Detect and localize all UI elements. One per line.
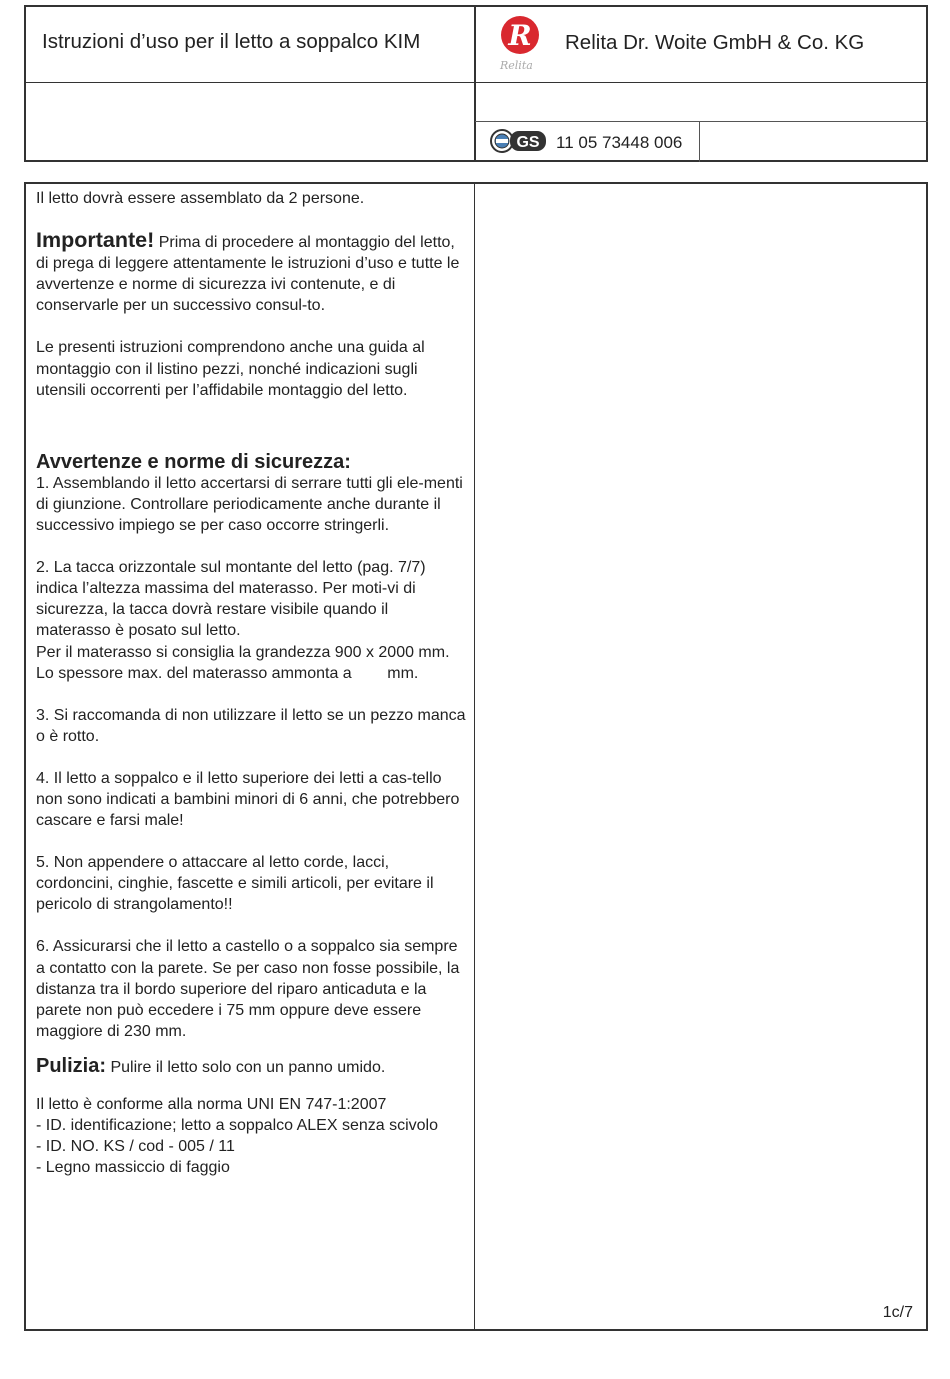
safety-item-1: 1. Assemblando il letto accertarsi di serrare tutti gli ele-menti di giunzione. Controllare periodicamente anche durante il successivo impiego se per caso occorre stringerli.: [36, 474, 463, 535]
important-paragraph: [36, 230, 466, 316]
document-title: Istruzioni d’uso per il letto a soppalco KIM: [42, 30, 421, 53]
important-text: Prima di procedere al montaggio del letto, di prega di leggere attentamente le istruzioni d’uso e tutte le avvertenze e norme di sicurezza ivi contenute, e di conservarle per un successivo consul-to.: [36, 234, 460, 315]
tuv-gs-certification-icon: [490, 128, 548, 154]
safety-item-4: 4. Il letto a soppalco e il letto superiore dei letti a cas-tello non sono indicati a bambini minori di 6 anni, che potrebbero cascare e farsi male!: [36, 769, 460, 830]
conformity-line-3: - ID. NO. KS / cod - 005 / 11: [36, 1138, 235, 1156]
safety-item-2-mattress-size: Per il materasso si consiglia la grandezza 900 x 2000 mm.: [36, 643, 450, 661]
instructions-text: [36, 188, 466, 1178]
safety-item-2: 2. La tacca orizzontale sul montante del letto (pag. 7/7) indica l’altezza massima del materasso. Per moti-vi di sicurezza, la tacca dovrà restare visibile quando il materasso è posato sul letto.: [36, 559, 426, 640]
company-name: Relita Dr. Woite GmbH & Co. KG: [565, 31, 865, 54]
header-divider-vertical: [474, 5, 476, 162]
cleaning-paragraph: [36, 1056, 466, 1078]
header-table: [24, 5, 928, 162]
cleaning-text: Pulire il letto solo con un panno umido.: [106, 1058, 386, 1076]
svg-text:R: R: [508, 19, 532, 52]
safety-heading: Avvertenze e norme di sicurezza:: [36, 450, 351, 473]
important-label: Importante!: [36, 228, 155, 253]
header-divider-horizontal: [24, 82, 928, 83]
logo-wordmark: Relita: [500, 59, 533, 72]
header-divider-cert-cell: [699, 121, 700, 162]
content-divider-vertical: [474, 182, 475, 1331]
conformity-line-4: - Legno massiccio di faggio: [36, 1159, 230, 1177]
intro-text: Il letto dovrà essere assemblato da 2 persone.: [36, 190, 365, 207]
guide-paragraph: Le presenti istruzioni comprendono anche una guida al montaggio con il listino pezzi, nonché indicazioni sugli utensili occorrenti per l’affidabile montaggio del letto.: [36, 339, 425, 399]
cleaning-label: Pulizia:: [36, 1054, 107, 1077]
safety-item-2-thickness: Lo spessore max. del materasso ammonta a mm.: [36, 664, 419, 682]
header-divider-cert: [475, 121, 928, 122]
safety-item-6: 6. Assicurarsi che il letto a castello o a soppalco sia sempre a contatto con la parete. Se per caso non fosse possibile, la distanza tra il bordo superiore del riparo anticaduta e la parete non può eccedere i 75 mm oppure deve essere maggiore di 230 mm.: [36, 938, 460, 1040]
safety-item-5: 5. Non appendere o attaccare al letto corde, lacci, cordoncini, cinghie, fascette e simili articoli, per evitare il pericolo di strangolamento!!: [36, 854, 434, 914]
svg-text:GS: GS: [516, 134, 540, 151]
certification-number: 11 05 73448 006: [556, 133, 683, 152]
conformity-line-2: - ID. identificazione; letto a soppalco ALEX senza scivolo: [36, 1117, 438, 1135]
conformity-line-1: Il letto è conforme alla norma UNI EN 747-1:2007: [36, 1096, 387, 1113]
page-number: 1c/7: [882, 1304, 913, 1321]
safety-item-3: 3. Si raccomanda di non utilizzare il letto se un pezzo manca o è rotto.: [36, 706, 466, 745]
